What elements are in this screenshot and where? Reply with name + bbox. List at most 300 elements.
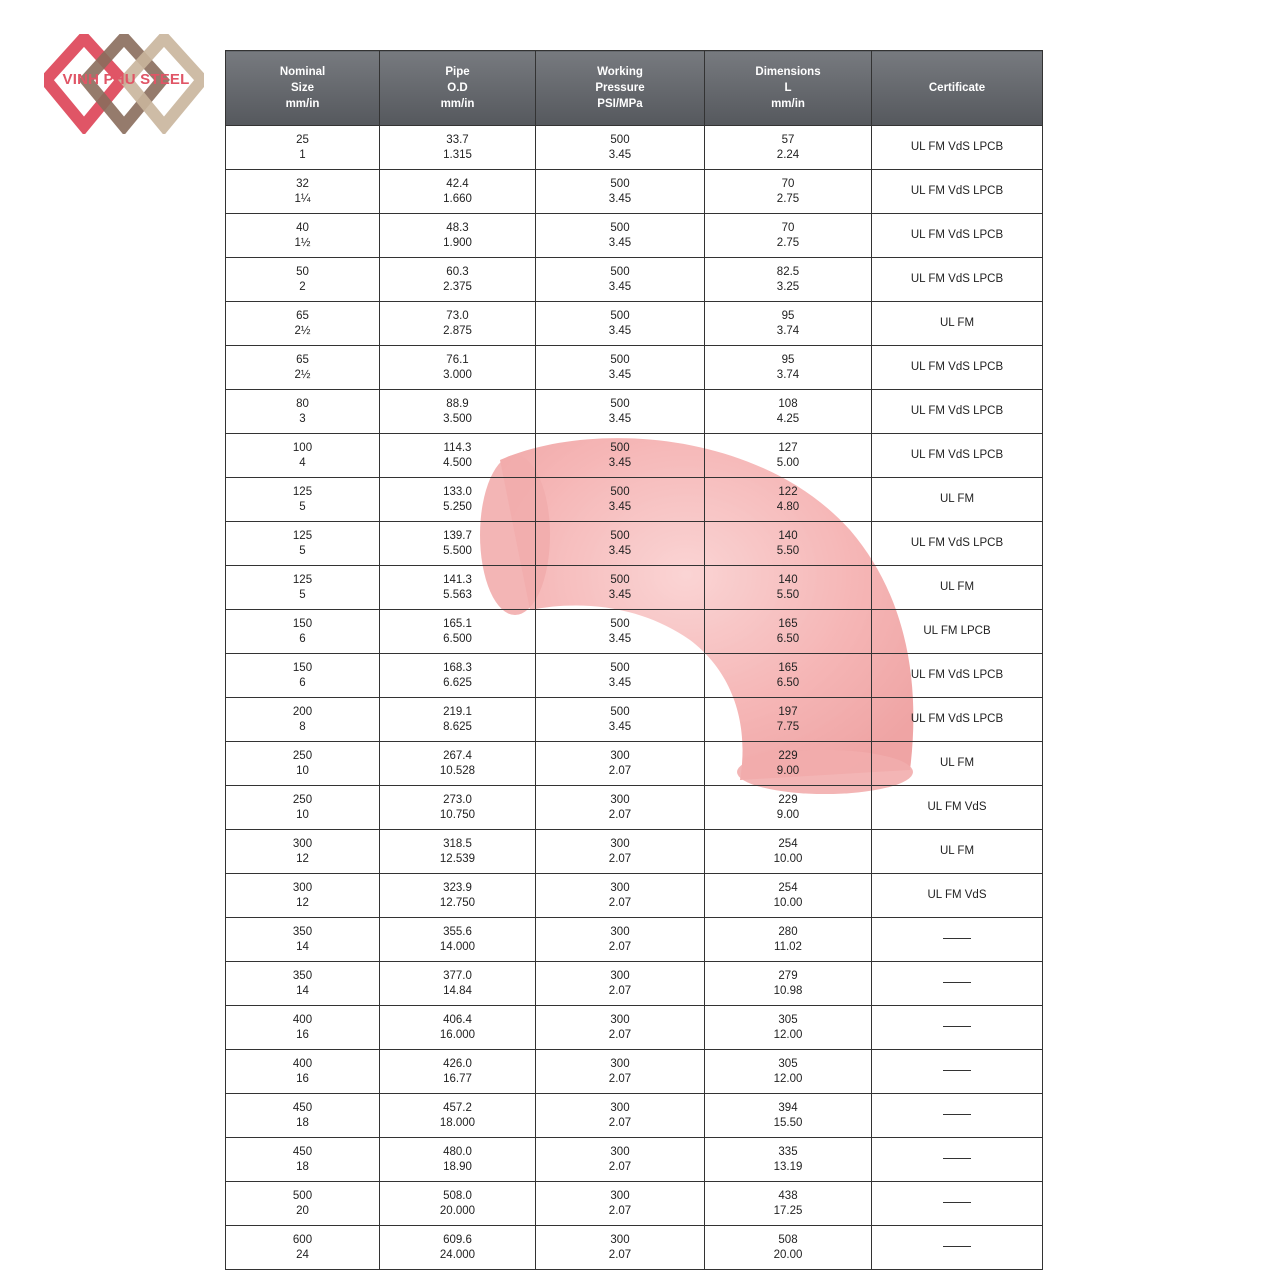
cell-pipe-od	[380, 126, 536, 170]
value-mm: 250	[292, 793, 313, 806]
value-in: 1	[299, 148, 306, 161]
value-mm: 127	[778, 441, 798, 454]
value-mm: 500	[610, 397, 630, 410]
value-mm: 141.3	[443, 573, 472, 586]
table-row	[226, 434, 1043, 478]
value-in: 10	[296, 764, 309, 777]
cell-pipe-od	[380, 1094, 536, 1138]
cell-working-pressure	[536, 170, 705, 214]
cell-nominal-size	[226, 478, 380, 522]
certificate-text: UL FM	[939, 581, 975, 593]
no-certificate-dash	[943, 1114, 971, 1115]
value-mm: 500	[292, 1189, 313, 1202]
certificate-text: UL FM VdS LPCB	[910, 405, 1004, 417]
header-nominal-size	[226, 51, 380, 126]
cell-dimensions-l	[705, 434, 872, 478]
certificate-text: UL FM	[939, 845, 975, 857]
value-in: 11.02	[774, 940, 802, 953]
value-in: 16	[296, 1028, 309, 1041]
value-mm: 500	[610, 661, 630, 674]
table-row	[226, 1006, 1043, 1050]
value-in: 20.000	[439, 1204, 476, 1217]
value-mm: 280	[778, 925, 798, 938]
cell-nominal-size	[226, 874, 380, 918]
cell-dimensions-l	[705, 874, 872, 918]
value-mm: 197	[778, 705, 798, 718]
value-mm: 140	[778, 573, 798, 586]
value-mm: 406.4	[443, 1013, 472, 1026]
certificate-text: UL FM VdS LPCB	[910, 185, 1004, 197]
value-in: 12.00	[773, 1028, 803, 1041]
cell-pipe-od	[380, 434, 536, 478]
value-mm: 88.9	[446, 397, 469, 410]
value-in: 2.07	[608, 852, 632, 865]
header-line: PSI/MPa	[597, 98, 643, 110]
value-in: 10.528	[439, 764, 476, 777]
header-line: mm/in	[440, 98, 475, 110]
cell-working-pressure	[536, 346, 705, 390]
value-mm: 500	[610, 353, 630, 366]
value-in: 12.539	[439, 852, 476, 865]
cell-dimensions-l	[705, 830, 872, 874]
value-mm: 300	[610, 1145, 630, 1158]
cell-nominal-size	[226, 1050, 380, 1094]
value-mm: 125	[292, 485, 313, 498]
header-working-pressure	[536, 51, 705, 126]
value-mm: 400	[292, 1013, 313, 1026]
cell-certificate	[872, 610, 1043, 654]
table-row	[226, 830, 1043, 874]
cell-certificate	[872, 874, 1043, 918]
value-in: 6	[299, 632, 306, 645]
cell-working-pressure	[536, 126, 705, 170]
value-mm: 400	[292, 1057, 313, 1070]
value-in: 3.45	[608, 720, 632, 733]
value-mm: 457.2	[443, 1101, 472, 1114]
value-mm: 125	[292, 573, 313, 586]
cell-pipe-od	[380, 1226, 536, 1270]
cell-dimensions-l	[705, 566, 872, 610]
value-mm: 300	[292, 881, 313, 894]
value-in: 4.80	[776, 500, 800, 513]
value-in: 5.500	[443, 544, 472, 557]
value-mm: 60.3	[446, 265, 469, 278]
header-line: Pressure	[595, 82, 645, 94]
value-mm: 273.0	[443, 793, 472, 806]
value-in: 3.45	[608, 588, 632, 601]
value-in: 2.07	[608, 764, 632, 777]
value-mm: 305	[778, 1057, 798, 1070]
cell-working-pressure	[536, 698, 705, 742]
value-mm: 323.9	[443, 881, 472, 894]
value-in: 24.000	[439, 1248, 476, 1261]
cell-dimensions-l	[705, 302, 872, 346]
value-in: 3.45	[608, 280, 632, 293]
value-in: 10.750	[439, 808, 476, 821]
cell-nominal-size	[226, 1182, 380, 1226]
cell-certificate	[872, 214, 1043, 258]
value-in: 3.25	[776, 280, 800, 293]
table-row	[226, 742, 1043, 786]
cell-pipe-od	[380, 522, 536, 566]
cell-dimensions-l	[705, 610, 872, 654]
value-mm: 600	[292, 1233, 313, 1246]
cell-working-pressure	[536, 390, 705, 434]
cell-working-pressure	[536, 1182, 705, 1226]
header-line: mm/in	[771, 98, 805, 110]
value-in: 2.07	[608, 1160, 632, 1173]
table-row	[226, 390, 1043, 434]
header-line: Nominal	[279, 66, 326, 78]
value-mm: 40	[296, 221, 309, 234]
value-in: 20.00	[773, 1248, 803, 1261]
value-in: 1½	[294, 236, 311, 249]
table-row	[226, 1094, 1043, 1138]
value-in: 3.500	[443, 412, 472, 425]
cell-dimensions-l	[705, 742, 872, 786]
value-mm: 300	[610, 1101, 630, 1114]
value-in: 4.25	[776, 412, 800, 425]
cell-dimensions-l	[705, 962, 872, 1006]
value-mm: 57	[781, 133, 795, 146]
cell-dimensions-l	[705, 214, 872, 258]
value-in: 7.75	[776, 720, 800, 733]
cell-dimensions-l	[705, 1050, 872, 1094]
cell-certificate	[872, 1226, 1043, 1270]
value-in: 17.25	[773, 1204, 803, 1217]
table-row	[226, 258, 1043, 302]
table-row	[226, 566, 1043, 610]
value-in: 3.45	[608, 676, 632, 689]
no-certificate-dash	[943, 1202, 971, 1203]
header-line: Dimensions	[755, 66, 821, 78]
value-mm: 65	[296, 309, 309, 322]
value-mm: 500	[610, 177, 630, 190]
certificate-text: UL FM LPCB	[923, 625, 991, 637]
value-in: 5.00	[776, 456, 800, 469]
cell-certificate	[872, 434, 1043, 478]
value-mm: 70	[781, 177, 795, 190]
value-mm: 450	[292, 1101, 313, 1114]
cell-pipe-od	[380, 610, 536, 654]
cell-certificate	[872, 1182, 1043, 1226]
value-mm: 122	[778, 485, 798, 498]
header-line: Pipe	[445, 66, 470, 78]
cell-dimensions-l	[705, 478, 872, 522]
value-in: 6.500	[443, 632, 472, 645]
certificate-text: UL FM VdS LPCB	[910, 449, 1004, 461]
cell-pipe-od	[380, 1138, 536, 1182]
value-in: 2.875	[443, 324, 472, 337]
value-mm: 125	[292, 529, 313, 542]
value-mm: 508	[778, 1233, 798, 1246]
value-mm: 25	[296, 133, 309, 146]
table-row	[226, 918, 1043, 962]
value-in: 2.07	[608, 984, 632, 997]
value-in: 2½	[294, 368, 311, 381]
cell-pipe-od	[380, 566, 536, 610]
value-mm: 300	[292, 837, 313, 850]
value-in: 10	[296, 808, 309, 821]
cell-certificate	[872, 566, 1043, 610]
value-mm: 254	[778, 837, 798, 850]
value-in: 1.315	[443, 148, 472, 161]
value-in: 2.24	[776, 148, 800, 161]
table-row	[226, 126, 1043, 170]
cell-dimensions-l	[705, 1138, 872, 1182]
certificate-text: UL FM VdS	[927, 889, 987, 901]
value-mm: 500	[610, 309, 630, 322]
cell-certificate	[872, 522, 1043, 566]
value-mm: 300	[610, 793, 630, 806]
value-mm: 133.0	[443, 485, 472, 498]
value-mm: 500	[610, 265, 630, 278]
value-in: 2.07	[608, 1248, 632, 1261]
cell-dimensions-l	[705, 698, 872, 742]
cell-pipe-od	[380, 258, 536, 302]
cell-nominal-size	[226, 126, 380, 170]
cell-certificate	[872, 1006, 1043, 1050]
value-mm: 250	[292, 749, 313, 762]
value-in: 3.74	[776, 324, 800, 337]
value-mm: 305	[778, 1013, 798, 1026]
cell-certificate	[872, 390, 1043, 434]
value-mm: 254	[778, 881, 798, 894]
table-row	[226, 654, 1043, 698]
table-row	[226, 786, 1043, 830]
cell-nominal-size	[226, 258, 380, 302]
value-mm: 48.3	[446, 221, 469, 234]
certificate-text: UL FM	[939, 757, 975, 769]
value-mm: 229	[778, 793, 798, 806]
cell-nominal-size	[226, 214, 380, 258]
value-mm: 80	[296, 397, 309, 410]
table-row	[226, 1182, 1043, 1226]
cell-pipe-od	[380, 346, 536, 390]
cell-nominal-size	[226, 522, 380, 566]
no-certificate-dash	[943, 1026, 971, 1027]
no-certificate-dash	[943, 982, 971, 983]
value-in: 2	[299, 280, 306, 293]
value-in: 4	[299, 456, 306, 469]
value-in: 14	[296, 984, 309, 997]
value-in: 10.00	[773, 852, 803, 865]
value-mm: 65	[296, 353, 309, 366]
table-header	[226, 51, 1043, 126]
cell-certificate	[872, 258, 1043, 302]
value-mm: 140	[778, 529, 798, 542]
value-mm: 500	[610, 133, 630, 146]
cell-dimensions-l	[705, 390, 872, 434]
value-in: 9.00	[776, 808, 800, 821]
value-in: 3.45	[608, 148, 632, 161]
cell-dimensions-l	[705, 1006, 872, 1050]
value-mm: 300	[610, 925, 630, 938]
cell-pipe-od	[380, 1006, 536, 1050]
value-in: 5.50	[776, 544, 800, 557]
value-mm: 300	[610, 1013, 630, 1026]
cell-pipe-od	[380, 874, 536, 918]
cell-working-pressure	[536, 434, 705, 478]
value-mm: 279	[778, 969, 798, 982]
cell-pipe-od	[380, 478, 536, 522]
value-mm: 500	[610, 485, 630, 498]
cell-certificate	[872, 830, 1043, 874]
value-in: 12	[296, 896, 309, 909]
value-mm: 73.0	[446, 309, 469, 322]
table-row	[226, 962, 1043, 1006]
no-certificate-dash	[943, 938, 971, 939]
table-row	[226, 874, 1043, 918]
cell-nominal-size	[226, 918, 380, 962]
value-in: 2.07	[608, 940, 632, 953]
value-mm: 508.0	[443, 1189, 472, 1202]
cell-dimensions-l	[705, 1094, 872, 1138]
cell-pipe-od	[380, 786, 536, 830]
cell-nominal-size	[226, 434, 380, 478]
cell-working-pressure	[536, 654, 705, 698]
cell-working-pressure	[536, 214, 705, 258]
value-in: 14	[296, 940, 309, 953]
value-mm: 500	[610, 441, 630, 454]
value-in: 3.45	[608, 500, 632, 513]
value-in: 9.00	[776, 764, 800, 777]
no-certificate-dash	[943, 1158, 971, 1159]
table-row	[226, 698, 1043, 742]
value-mm: 500	[610, 573, 630, 586]
value-mm: 70	[781, 221, 795, 234]
value-in: 6	[299, 676, 306, 689]
table-row	[226, 1050, 1043, 1094]
value-mm: 500	[610, 221, 630, 234]
cell-dimensions-l	[705, 654, 872, 698]
value-mm: 139.7	[443, 529, 472, 542]
cell-working-pressure	[536, 786, 705, 830]
cell-working-pressure	[536, 610, 705, 654]
cell-working-pressure	[536, 1094, 705, 1138]
cell-certificate	[872, 478, 1043, 522]
value-mm: 300	[610, 837, 630, 850]
cell-certificate	[872, 654, 1043, 698]
cell-certificate	[872, 302, 1043, 346]
value-mm: 200	[292, 705, 313, 718]
cell-pipe-od	[380, 302, 536, 346]
value-mm: 426.0	[443, 1057, 472, 1070]
value-mm: 150	[292, 661, 313, 674]
value-in: 3.45	[608, 324, 632, 337]
value-in: 8.625	[443, 720, 472, 733]
cell-nominal-size	[226, 170, 380, 214]
cell-certificate	[872, 126, 1043, 170]
cell-nominal-size	[226, 1006, 380, 1050]
value-in: 3.45	[608, 192, 632, 205]
value-in: 8	[299, 720, 306, 733]
cell-dimensions-l	[705, 522, 872, 566]
header-dimensions-l	[705, 51, 872, 126]
cell-certificate	[872, 786, 1043, 830]
cell-dimensions-l	[705, 1182, 872, 1226]
cell-working-pressure	[536, 874, 705, 918]
value-in: 3.45	[608, 368, 632, 381]
certificate-text: UL FM VdS LPCB	[910, 273, 1004, 285]
cell-nominal-size	[226, 346, 380, 390]
value-mm: 300	[610, 969, 630, 982]
table-row	[226, 302, 1043, 346]
value-in: 5.563	[443, 588, 472, 601]
no-certificate-dash	[943, 1246, 971, 1247]
value-mm: 219.1	[443, 705, 472, 718]
value-in: 14.000	[439, 940, 476, 953]
cell-certificate	[872, 170, 1043, 214]
brand-name: VINH PHU STEEL	[62, 71, 190, 88]
value-in: 18	[296, 1116, 309, 1129]
value-in: 18	[296, 1160, 309, 1173]
value-in: 24	[296, 1248, 309, 1261]
cell-working-pressure	[536, 962, 705, 1006]
value-mm: 82.5	[776, 265, 800, 278]
cell-nominal-size	[226, 1094, 380, 1138]
cell-working-pressure	[536, 1138, 705, 1182]
value-mm: 300	[610, 1057, 630, 1070]
header-certificate	[872, 51, 1043, 126]
value-in: 4.500	[443, 456, 472, 469]
value-mm: 450	[292, 1145, 313, 1158]
cell-nominal-size	[226, 610, 380, 654]
table-body	[226, 126, 1043, 1270]
header-line: Certificate	[928, 82, 986, 94]
table-row	[226, 214, 1043, 258]
value-in: 3.000	[443, 368, 472, 381]
value-in: 12.00	[773, 1072, 803, 1085]
table-row	[226, 478, 1043, 522]
value-mm: 229	[778, 749, 798, 762]
certificate-text: UL FM VdS LPCB	[910, 141, 1004, 153]
certificate-text: UL FM VdS LPCB	[910, 669, 1004, 681]
cell-nominal-size	[226, 390, 380, 434]
value-mm: 300	[610, 1233, 630, 1246]
value-in: 3.45	[608, 412, 632, 425]
value-in: 18.000	[439, 1116, 476, 1129]
value-mm: 318.5	[443, 837, 472, 850]
cell-working-pressure	[536, 478, 705, 522]
value-mm: 95	[781, 353, 795, 366]
value-mm: 500	[610, 529, 630, 542]
value-in: 2.07	[608, 896, 632, 909]
value-in: 2.07	[608, 1204, 632, 1217]
value-in: 2.375	[443, 280, 472, 293]
cell-nominal-size	[226, 742, 380, 786]
cell-working-pressure	[536, 742, 705, 786]
cell-dimensions-l	[705, 1226, 872, 1270]
cell-nominal-size	[226, 654, 380, 698]
value-mm: 50	[296, 265, 309, 278]
value-mm: 267.4	[443, 749, 472, 762]
cell-pipe-od	[380, 390, 536, 434]
header-line: O.D	[447, 82, 468, 94]
cell-working-pressure	[536, 1006, 705, 1050]
cell-working-pressure	[536, 1050, 705, 1094]
header-line: mm/in	[285, 98, 320, 110]
value-in: 15.50	[773, 1116, 803, 1129]
cell-nominal-size	[226, 698, 380, 742]
value-in: 2.07	[608, 1116, 632, 1129]
value-mm: 300	[610, 1189, 630, 1202]
value-in: 5.250	[443, 500, 472, 513]
value-in: 3.45	[608, 632, 632, 645]
cell-working-pressure	[536, 830, 705, 874]
header-line: Size	[290, 82, 314, 94]
cell-nominal-size	[226, 1226, 380, 1270]
